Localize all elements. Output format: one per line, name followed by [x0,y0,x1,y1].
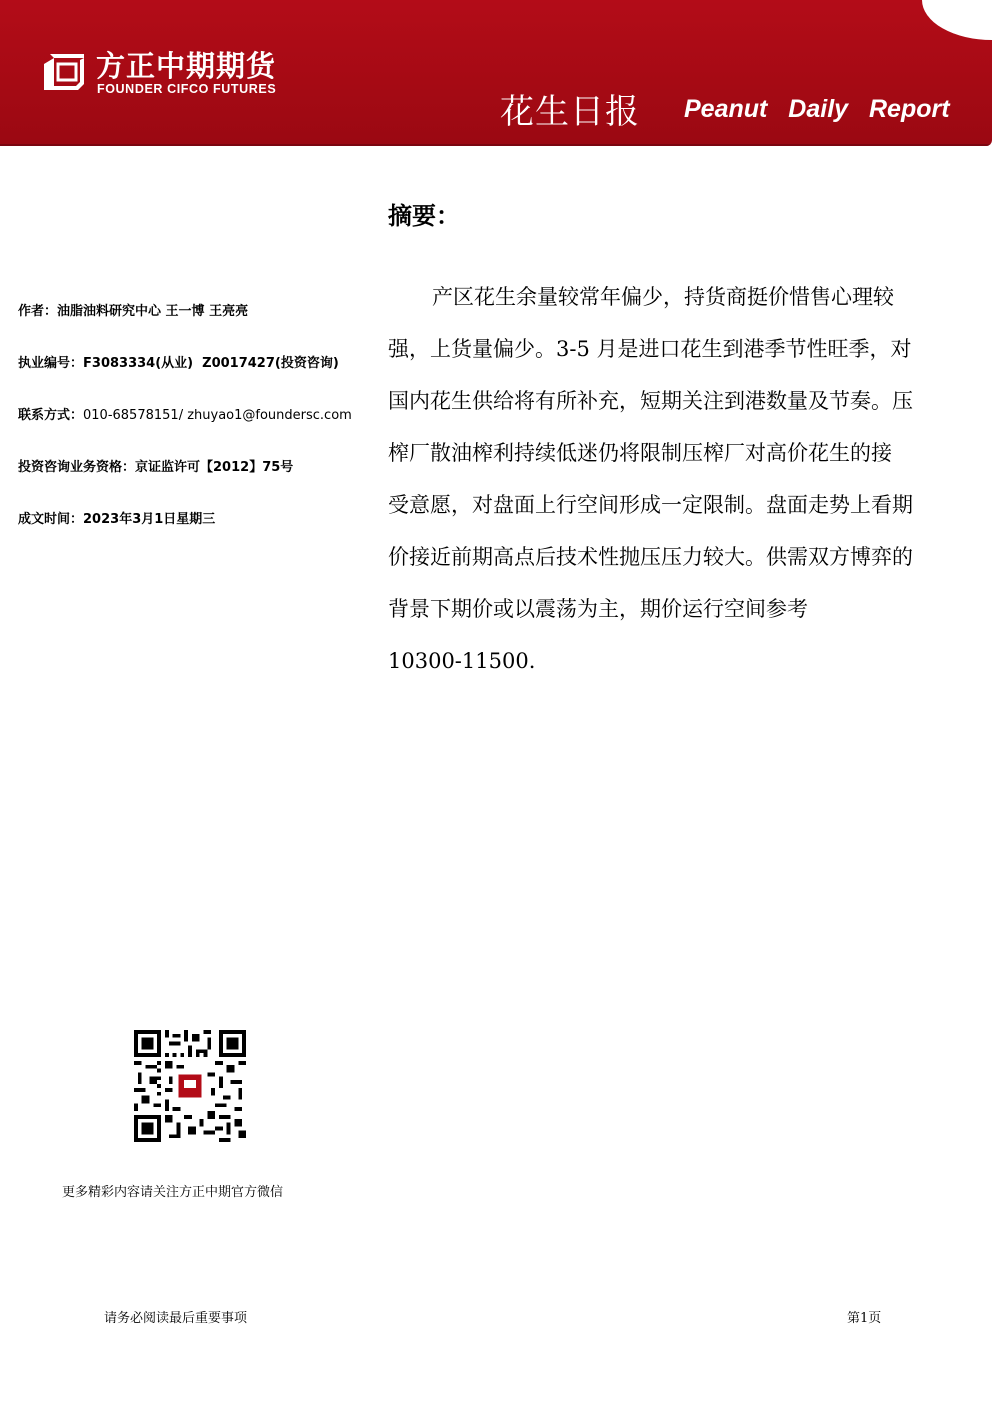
summary-line: 受意愿，对盘面上行空间形成一定限制。盘面走势上看期 [388,493,913,517]
contact-info [18,404,352,423]
qualification-value: 京证监许可【2012】75号 [135,460,294,475]
author-label: 作者： [18,304,58,319]
qr-code-icon[interactable] [134,1030,246,1142]
brand-name-cn: 方正中期期货 [96,49,277,83]
qr-caption: 更多精彩内容请关注方正中期官方微信 [62,1185,284,1200]
report-title-en: Peanut Daily Report [684,95,950,123]
license-label: 执业编号： [18,356,84,371]
founder-logo-icon [40,50,88,94]
date-info [18,508,215,527]
contact-label: 联系方式： [18,408,84,423]
license-info [18,352,339,371]
report-title-cn: 花生日报 [500,92,640,132]
summary-line: 国内花生供给将有所补充，短期关注到港数量及节奏。压 [388,389,913,413]
header-divider [0,144,992,146]
qualification-info [18,456,293,475]
summary-line: 榨厂散油榨利持续低迷仍将限制压榨厂对高价花生的接 [388,441,892,465]
date-value: 2023年3月1日星期三 [83,512,216,527]
author-value: 油脂油料研究中心 王一博 王亮亮 [57,304,249,319]
qualification-label: 投资咨询业务资格： [18,460,136,475]
header-corner-curve [922,0,992,40]
license-value: F3083334(从业) Z0017427(投资咨询) [83,356,339,371]
contact-value: 010-68578151/ zhuyao1@foundersc.com [83,408,352,423]
date-label: 成文时间： [18,512,84,527]
footer-disclaimer[interactable]: 请务必阅读最后重要事项 [104,1311,248,1326]
summary-line: 10300-11500. [388,649,536,673]
author-info [18,300,248,319]
page-number: 第1页 [847,1311,882,1326]
summary-line: 强，上货量偏少。3-5 月是进口花生到港季节性旺季，对 [388,337,912,361]
summary-title: 摘要： [388,202,460,230]
summary-line: 价接近前期高点后技术性抛压压力较大。供需双方博弈的 [388,545,913,569]
summary-line: 背景下期价或以震荡为主，期价运行空间参考 [388,597,808,621]
summary-body [388,271,968,687]
summary-line: 产区花生余量较常年偏少，持货商挺价惜售心理较 [432,285,894,309]
report-header [0,0,992,146]
brand-name-en: FOUNDER CIFCO FUTURES [97,82,277,96]
